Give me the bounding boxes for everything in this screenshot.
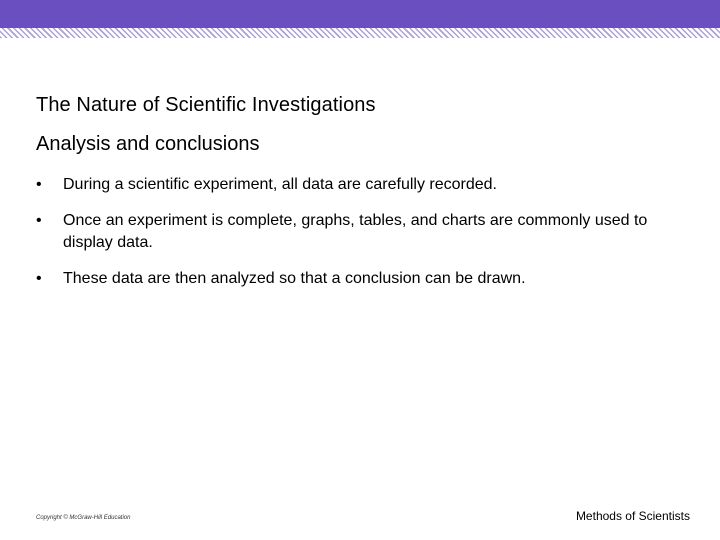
bullet-text: These data are then analyzed so that a conclusion can be drawn. xyxy=(63,270,526,287)
bullet-text: During a scientific experiment, all data are carefully recorded. xyxy=(63,176,497,193)
list-item xyxy=(36,174,676,196)
bullet-icon: • xyxy=(36,212,42,229)
bullet-icon: • xyxy=(36,270,42,287)
slide-title: The Nature of Scientific Investigations xyxy=(36,94,376,116)
header-hatch-pattern xyxy=(0,28,720,38)
bullet-list xyxy=(36,174,676,304)
section-label: Methods of Scientists xyxy=(575,509,690,523)
copyright-notice: Copyright © McGraw-Hill Education xyxy=(36,515,131,521)
list-item xyxy=(36,210,676,254)
bullet-text: Once an experiment is complete, graphs, tables, and charts are commonly used to display data. xyxy=(63,212,648,251)
slide-subtitle: Analysis and conclusions xyxy=(36,133,260,155)
header-band xyxy=(0,0,720,28)
list-item xyxy=(36,268,676,290)
bullet-icon: • xyxy=(36,176,42,193)
